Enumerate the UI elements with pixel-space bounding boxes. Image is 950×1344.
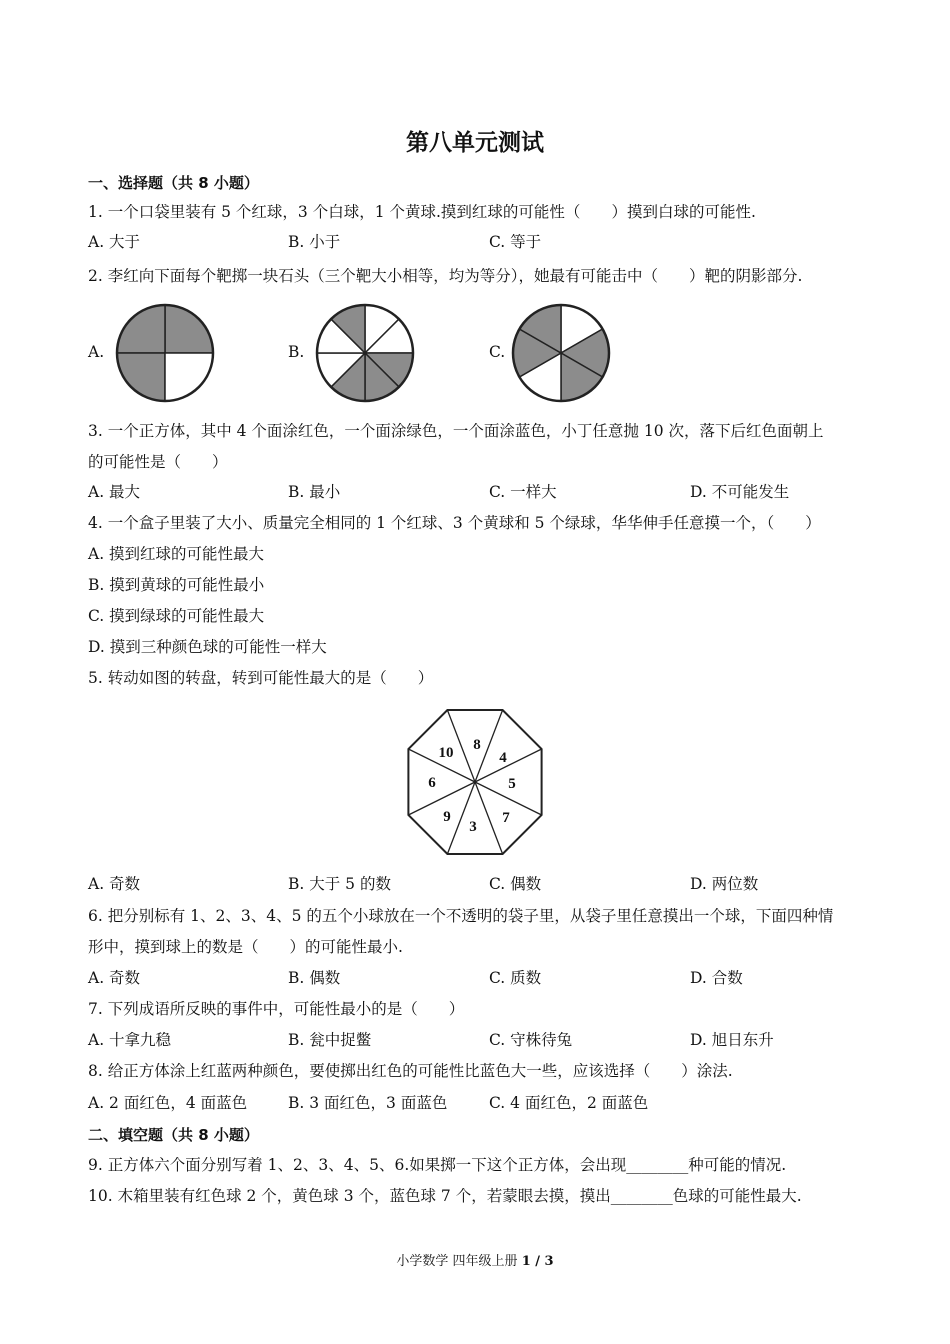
question-4-option-a: A. 摸到红球的可能性最大 bbox=[88, 545, 265, 563]
spinner-number-5: 5 bbox=[508, 776, 516, 792]
question-4-option-c: C. 摸到绿球的可能性最大 bbox=[88, 607, 265, 625]
section-heading-fill-in: 二、填空题（共 8 小题） bbox=[88, 1126, 259, 1144]
target-b-eighths bbox=[310, 301, 420, 405]
question-7-option-a: A. 十拿九稳 bbox=[88, 1031, 172, 1049]
question-3-option-d: D. 不可能发生 bbox=[690, 483, 790, 501]
question-2-option-a: A. bbox=[88, 343, 105, 361]
question-2-option-b: B. bbox=[288, 343, 305, 361]
octagon-spinner bbox=[400, 705, 550, 859]
question-6-stem-line-2: 形中，摸到球上的数是（ ）的可能性最小. bbox=[88, 938, 403, 956]
page-number: 1 / 3 bbox=[521, 1254, 554, 1269]
question-5-option-a: A. 奇数 bbox=[88, 875, 141, 893]
question-3-stem-line-2: 的可能性是（ ） bbox=[88, 453, 228, 471]
question-8-option-b: B. 3 面红色，3 面蓝色 bbox=[288, 1094, 448, 1112]
question-2-option-c: C. bbox=[489, 343, 506, 361]
spinner-number-6: 6 bbox=[428, 775, 436, 791]
question-6-option-d: D. 合数 bbox=[690, 969, 743, 987]
question-8-stem: 8. 给正方体涂上红蓝两种颜色，要使掷出红色的可能性比蓝色大一些，应该选择（ ）涂法. bbox=[88, 1062, 733, 1080]
question-4-stem: 4. 一个盒子里装了大小、质量完全相同的 1 个红球、3 个黄球和 5 个绿球，华华伸手任意摸一个，（ ） bbox=[88, 514, 821, 532]
question-7-option-d: D. 旭日东升 bbox=[690, 1031, 774, 1049]
question-3-option-c: C. 一样大 bbox=[489, 483, 557, 501]
page-title: 第八单元测试 bbox=[406, 130, 544, 156]
question-1-option-c: C. 等于 bbox=[489, 233, 542, 251]
question-3-stem-line-1: 3. 一个正方体，其中 4 个面涂红色，一个面涂绿色，一个面涂蓝色，小丁任意抛 10 次，落下后红色面朝上 bbox=[88, 422, 824, 440]
question-5-option-d: D. 两位数 bbox=[690, 875, 759, 893]
spinner-number-4: 4 bbox=[499, 750, 507, 766]
question-6-option-a: A. 奇数 bbox=[88, 969, 141, 987]
question-1-stem: 1. 一个口袋里装有 5 个红球，3 个白球，1 个黄球.摸到红球的可能性（ ）摸到白球的可能性. bbox=[88, 203, 756, 221]
question-7-option-c: C. 守株待兔 bbox=[489, 1031, 573, 1049]
question-4-option-d: D. 摸到三种颜色球的可能性一样大 bbox=[88, 638, 327, 656]
question-6-option-c: C. 质数 bbox=[489, 969, 542, 987]
section-heading-choice: 一、选择题（共 8 小题） bbox=[88, 174, 259, 192]
footer-subject: 小学数学 四年级上册 bbox=[396, 1254, 522, 1269]
target-c-sixths bbox=[506, 301, 616, 405]
question-1-option-a: A. 大于 bbox=[88, 233, 141, 251]
question-3-option-a: A. 最大 bbox=[88, 483, 141, 501]
question-6-option-b: B. 偶数 bbox=[288, 969, 341, 987]
question-9: 9. 正方体六个面分别写着 1、2、3、4、5、6.如果掷一下这个正方体，会出现________种可能的情况. bbox=[88, 1156, 787, 1174]
question-10: 10. 木箱里装有红色球 2 个，黄色球 3 个，蓝色球 7 个，若蒙眼去摸，摸出________色球的可能性最大. bbox=[88, 1187, 802, 1205]
spinner-number-3: 3 bbox=[469, 819, 477, 835]
question-6-stem-line-1: 6. 把分别标有 1、2、3、4、5 的五个小球放在一个不透明的袋子里，从袋子里任意摸出一个球，下面四种情 bbox=[88, 907, 834, 925]
question-2-stem: 2. 李红向下面每个靶掷一块石头（三个靶大小相等，均为等分），她最有可能击中（ ）靶的阴影部分. bbox=[88, 267, 803, 285]
spinner-number-7: 7 bbox=[502, 810, 510, 826]
target-a-quarters bbox=[110, 301, 220, 405]
question-7-stem: 7. 下列成语所反映的事件中，可能性最小的是（ ） bbox=[88, 1000, 465, 1018]
question-5-option-b: B. 大于 5 的数 bbox=[288, 875, 391, 893]
question-8-option-a: A. 2 面红色，4 面蓝色 bbox=[88, 1094, 248, 1112]
question-5-stem: 5. 转动如图的转盘，转到可能性最大的是（ ） bbox=[88, 669, 434, 687]
question-1-option-b: B. 小于 bbox=[288, 233, 341, 251]
question-3-option-b: B. 最小 bbox=[288, 483, 341, 501]
question-5-option-c: C. 偶数 bbox=[489, 875, 542, 893]
page-footer bbox=[0, 1250, 950, 1269]
spinner-number-8: 8 bbox=[473, 737, 481, 753]
spinner-number-10: 10 bbox=[438, 745, 454, 761]
question-7-option-b: B. 瓮中捉鳖 bbox=[288, 1031, 372, 1049]
question-4-option-b: B. 摸到黄球的可能性最小 bbox=[88, 576, 265, 594]
question-8-option-c: C. 4 面红色，2 面蓝色 bbox=[489, 1094, 649, 1112]
spinner-number-9: 9 bbox=[443, 809, 451, 825]
